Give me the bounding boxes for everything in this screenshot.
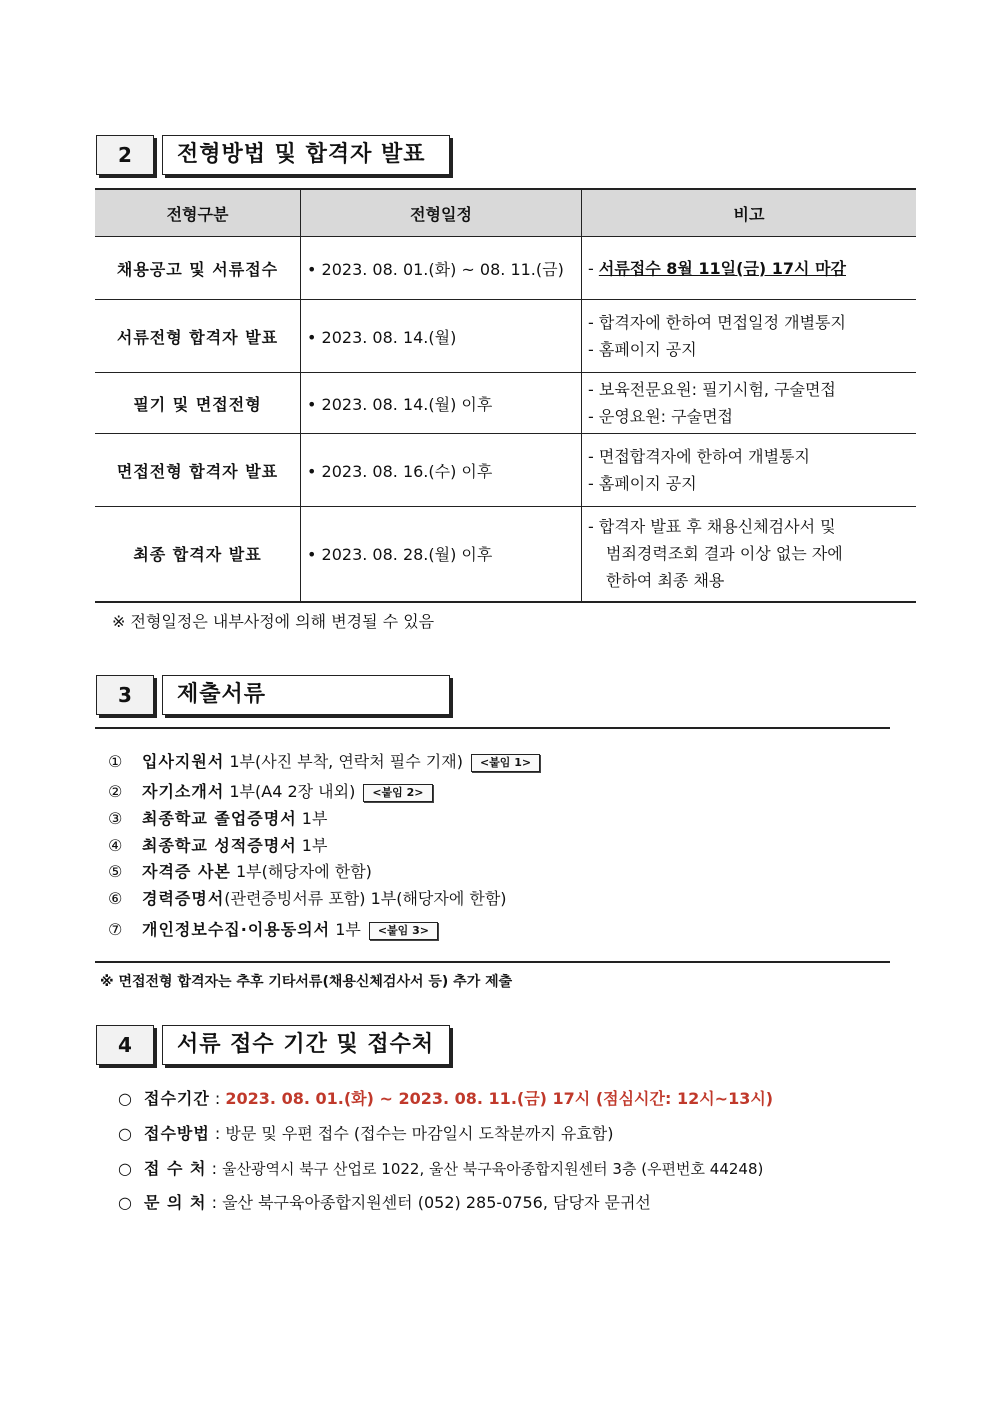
note-line: 한하여 최종 채용 [606,571,725,591]
info-label: 문 의 처 [144,1193,207,1212]
section-4-title: 서류 접수 기간 및 접수처 [162,1025,450,1065]
row-category: 채용공고 및 서류접수 [95,237,301,300]
item-number: ② [108,782,123,801]
item-detail: (관련증빙서류 포함) 1부(해당자에 한함) [224,889,507,908]
row-date: • 2023. 08. 01.(화) ~ 08. 11.(금) [301,237,582,300]
item-name: 입사지원서 [142,752,225,771]
item-name: 최종학교 졸업증명서 [142,809,297,828]
info-contact [118,1189,651,1217]
list-item [108,859,372,885]
info-value-highlight: 2023. 08. 01.(화) ~ 2023. 08. 11.(금) 17시 (점심시간: 12시~13시) [225,1089,774,1108]
item-number: ③ [108,809,123,828]
item-number: ⑦ [108,920,123,939]
info-value: 울산광역시 북구 산업로 1022, 울산 북구육아종합지원센터 3층 (우편번호 44248) [222,1160,764,1178]
list-item [108,806,327,832]
header-category: 전형구분 [95,189,301,237]
row-notes [582,237,917,300]
documents-footnote: ※ 면접전형 합격자는 추후 기타서류(채용신체검사서 등) 추가 제출 [100,974,513,990]
info-method [118,1120,614,1148]
circle-bullet-icon: ○ [118,1159,132,1178]
section-2-number: 2 [96,135,154,175]
info-period [118,1085,773,1113]
item-detail: 1부 [296,836,328,855]
list-item [108,833,327,859]
list-item [108,779,433,805]
header-notes: 비고 [582,189,917,237]
section-3-number: 3 [96,675,154,715]
header-date: 전형일정 [301,189,582,237]
item-detail: 1부 [330,920,361,939]
info-separator: : [206,1193,223,1212]
table-row [95,507,916,602]
row-notes [582,507,917,602]
table-row [95,300,916,373]
list-item [108,917,438,943]
note-line: - 합격자 발표 후 채용신체검사서 및 [588,517,836,537]
table-row [95,373,916,434]
row-notes [582,373,917,434]
info-label: 접 수 처 [144,1159,207,1178]
note-line: - 면접합격자에 한하여 개별통지 [588,447,810,466]
info-label: 접수방법 [144,1124,210,1143]
table-row [95,434,916,507]
item-name: 최종학교 성적증명서 [142,836,297,855]
item-name: 자격증 사본 [142,862,231,881]
row-date: • 2023. 08. 28.(월) 이후 [301,507,582,602]
circle-bullet-icon: ○ [118,1193,132,1212]
row-category: 최종 합격자 발표 [95,507,301,602]
item-number: ① [108,752,123,771]
item-number: ④ [108,836,123,855]
item-name: 경력증명서 [142,889,225,908]
row-category: 서류전형 합격자 발표 [95,300,301,373]
row-notes [582,434,917,507]
list-item [108,749,540,775]
note-dash: - [588,258,599,278]
row-date: • 2023. 08. 14.(월) [301,300,582,373]
info-value: 방문 및 우편 접수 (접수는 마감일시 도착분까지 유효함) [225,1124,614,1143]
item-detail: 1부(해당자에 한함) [230,862,372,881]
row-date: • 2023. 08. 14.(월) 이후 [301,373,582,434]
divider [95,727,890,729]
item-number: ⑤ [108,862,123,881]
item-detail: 1부 [296,809,328,828]
note-line: - 운영요원: 구술면접 [588,407,733,426]
item-number: ⑥ [108,889,123,908]
table-row [95,237,916,300]
divider [95,961,890,963]
list-item [108,886,507,912]
schedule-footnote: ※ 전형일정은 내부사정에 의해 변경될 수 있음 [112,612,435,631]
item-detail: 1부(A4 2장 내외) [224,782,356,801]
note-line: 범죄경력조회 결과 이상 없는 자에 [606,544,843,564]
attachment-tag: <붙임 1> [471,754,540,772]
row-category: 필기 및 면접전형 [95,373,301,434]
info-separator: : [209,1124,226,1143]
circle-bullet-icon: ○ [118,1089,132,1108]
section-2-title: 전형방법 및 합격자 발표 [162,135,450,175]
info-value: 울산 북구육아종합지원센터 (052) 285-0756, 담당자 문귀선 [222,1193,651,1212]
attachment-tag: <붙임 2> [363,784,432,802]
info-label: 접수기간 [144,1089,210,1108]
row-category: 면접전형 합격자 발표 [95,434,301,507]
note-line: - 홈페이지 공지 [588,340,697,359]
row-date: • 2023. 08. 16.(수) 이후 [301,434,582,507]
item-name: 개인정보수집·이용동의서 [142,920,331,939]
schedule-table [95,188,916,603]
item-detail: 1부(사진 부착, 연락처 필수 기재) [224,752,463,771]
note-line: - 보육전문요원: 필기시험, 구술면접 [588,380,836,399]
item-name: 자기소개서 [142,782,225,801]
table-header-row [95,189,916,237]
attachment-tag: <붙임 3> [369,922,438,940]
section-4-number: 4 [96,1025,154,1065]
note-line: - 합격자에 한하여 면접일정 개별통지 [588,313,846,332]
note-line: - 홈페이지 공지 [588,474,697,493]
info-address [118,1155,763,1183]
row-notes [582,300,917,373]
circle-bullet-icon: ○ [118,1124,132,1143]
info-separator: : [206,1159,223,1178]
info-separator: : [209,1089,226,1108]
note-deadline: 서류접수 8월 11일(금) 17시 마감 [598,258,846,278]
section-3-title: 제출서류 [162,675,450,715]
